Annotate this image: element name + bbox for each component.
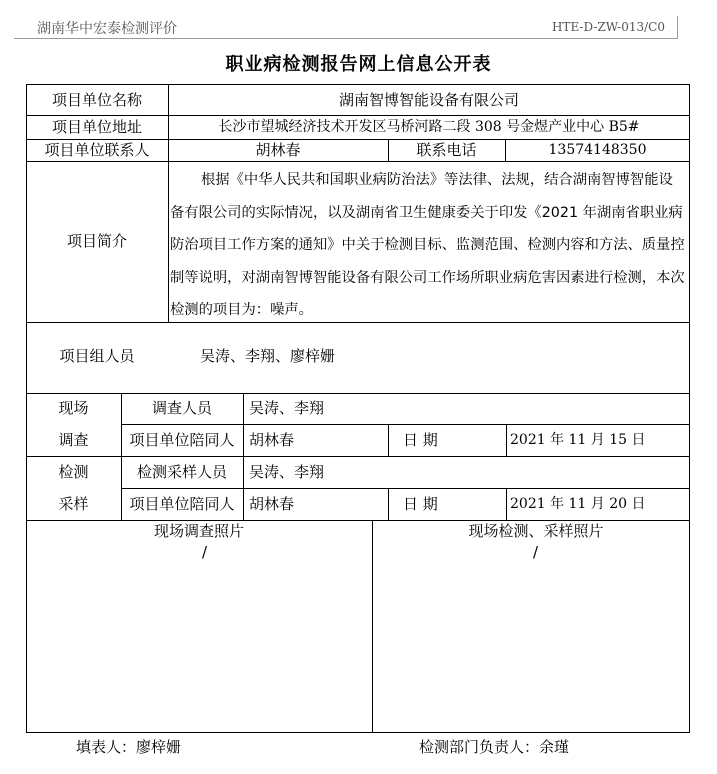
header-doc-code: HTE-D-ZW-013/C0 xyxy=(551,20,665,34)
col-divider xyxy=(506,424,507,456)
phone-value: 13574148350 xyxy=(548,142,647,158)
sampling-label-1: 检测 xyxy=(58,463,89,481)
sampling-label-2: 采样 xyxy=(58,495,89,513)
row-divider xyxy=(121,424,690,425)
sampling-staff-value: 吴涛、李翔 xyxy=(249,463,325,481)
row-divider xyxy=(26,115,690,116)
unit-name-label: 项目单位名称 xyxy=(51,91,142,109)
page-title: 职业病检测报告网上信息公开表 xyxy=(225,54,492,75)
survey-label-2: 调查 xyxy=(58,431,89,449)
sampling-photos-label: 现场检测、采样照片 xyxy=(468,522,604,540)
phone-label: 联系电话 xyxy=(416,141,477,159)
col-divider xyxy=(243,393,244,520)
survey-staff-label: 调查人员 xyxy=(151,399,212,417)
sampling-escort-value: 胡林春 xyxy=(249,495,295,513)
sampling-escort-label: 项目单位陪同人 xyxy=(129,495,235,513)
row-divider xyxy=(26,393,690,394)
header-corner-mark xyxy=(677,16,678,38)
row-divider xyxy=(26,161,690,162)
unit-address-label: 项目单位地址 xyxy=(51,118,142,136)
survey-label-1: 现场 xyxy=(58,399,89,417)
sampling-staff-label: 检测采样人员 xyxy=(136,463,227,481)
header-org: 湖南华中宏泰检测评价 xyxy=(37,21,177,37)
sampling-date-label: 日 期 xyxy=(403,495,438,513)
row-divider xyxy=(121,488,690,489)
contact-label: 项目单位联系人 xyxy=(44,141,150,159)
survey-date-label: 日 期 xyxy=(403,431,438,449)
sampling-date-value: 2021 年 11 月 20 日 xyxy=(510,496,646,512)
contact-value: 胡林春 xyxy=(255,141,301,159)
sampling-photos-value: / xyxy=(533,543,539,561)
survey-staff-value: 吴涛、李翔 xyxy=(249,399,325,417)
department-head-signature: 检测部门负责人：余瑾 xyxy=(419,738,570,756)
col-divider xyxy=(372,520,373,733)
intro-text: 根据《中华人民共和国职业病防治法》等法律、法规，结合湖南智博智能设备有限公司的实际情况，以及湖南省卫生健康委关于印发《2021 年湖南省职业病防治项目工作方案的通知》中关于检测目标、监测范围、检测内容和方法、质量控制等说明，对湖南智博智能设备有限公司工作场所职业病危害因素进行检测，本次检测的项目为：噪声。 xyxy=(170,172,685,319)
header-divider xyxy=(14,38,678,39)
survey-photos-label: 现场调查照片 xyxy=(153,522,244,540)
team-value: 吴涛、李翔、廖梓姗 xyxy=(200,347,336,365)
team-label: 项目组人员 xyxy=(59,347,135,365)
col-divider xyxy=(388,488,389,520)
col-divider xyxy=(388,424,389,456)
filler-signature: 填表人：廖梓姗 xyxy=(76,738,182,756)
col-divider xyxy=(506,488,507,520)
survey-date-value: 2021 年 11 月 15 日 xyxy=(510,432,646,448)
intro-label: 项目简介 xyxy=(66,232,127,250)
survey-escort-label: 项目单位陪同人 xyxy=(129,431,235,449)
survey-photos-value: / xyxy=(202,543,208,561)
unit-name-value: 湖南智博智能设备有限公司 xyxy=(338,91,519,109)
row-divider xyxy=(26,456,690,457)
unit-address-value: 长沙市望城经济技术开发区马桥河路二段 308 号金煜产业中心 B5# xyxy=(218,119,640,135)
survey-escort-value: 胡林春 xyxy=(249,431,295,449)
